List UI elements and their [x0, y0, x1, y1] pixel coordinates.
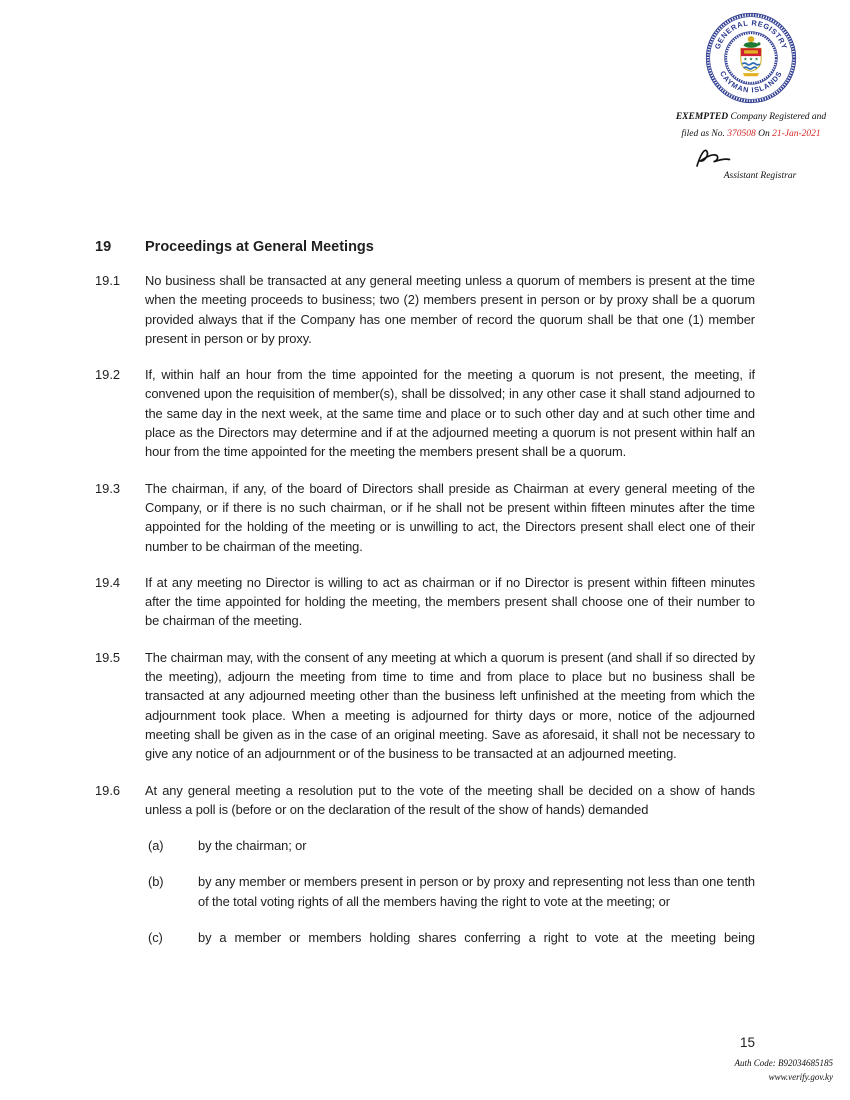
- subclause-text: by the chairman; or: [198, 838, 307, 854]
- section-heading: [95, 237, 757, 257]
- clause-number: 19.6: [95, 782, 121, 798]
- registration-number: 370508: [727, 128, 756, 139]
- svg-text:★: ★: [743, 56, 748, 62]
- clause-text: If at any meeting no Director is willing to act as chairman or if no Director is present within fifteen minutes after the time appointed for holding the meeting, the members present shall choose one of their number to be chairman of the meeting.: [145, 574, 755, 629]
- section-number: 19: [95, 239, 112, 255]
- registration-date: 21-Jan-2021: [772, 128, 821, 139]
- clause-19-3: [95, 479, 757, 556]
- clause-text: No business shall be transacted at any general meeting unless a quorum of members is present at the time when the meeting proceeds to business; two (2) members present in person or by proxy shall be a quorum provided always that if the Company has one member of record the quorum shall be that one (1) member present in person or by proxy.: [145, 273, 755, 346]
- subclause-text: by any member or members present in person or by proxy and representing not less than one tenth of the total voting rights of all the members having the right to vote at the meeting; or: [198, 874, 755, 909]
- clause-19-5: [95, 648, 757, 764]
- clause-19-2: [95, 365, 757, 461]
- clause-text: [145, 781, 755, 948]
- svg-text:★: ★: [754, 56, 759, 62]
- clause-number: 19.3: [95, 480, 121, 496]
- svg-text:★: ★: [748, 56, 754, 62]
- clause-19-4: [95, 573, 757, 631]
- verify-url: www.verify.gov.ky: [768, 1071, 833, 1082]
- registration-statement: [674, 109, 828, 142]
- clause-number: 19.2: [95, 367, 121, 383]
- subclause-text: by a member or members holding shares conferring a right to vote at the meeting being: [198, 930, 755, 946]
- subclause-label: (c): [148, 930, 163, 946]
- clause-lead-text: At any general meeting a resolution put to the vote of the meeting shall be decided on a show of hands unless a poll is (before or on the declaration of the result of the show of hands) demanded: [145, 782, 755, 817]
- registrar-signature-mark: [674, 146, 828, 170]
- subclause-c: [145, 928, 755, 947]
- clause-19-1: [95, 271, 757, 348]
- clause-number: 19.4: [95, 574, 121, 590]
- page-number: 15: [739, 1035, 755, 1050]
- section-title: Proceedings at General Meetings: [145, 239, 374, 255]
- clause-text: The chairman may, with the consent of any meeting at which a quorum is present (and shall if so directed by the meeting), adjourn the meeting from time to time and from place to place but no business shall be transacted at any adjourned meeting other than the business left unfinished at the meeting from which the adjournment took place. When a meeting is adjourned for thirty days or more, notice of the adjourned meeting shall be given as in the case of an original meeting. Save as aforesaid, it shall not be necessary to give any notice of an adjournment or of the business to be transacted at an adjourned meeting.: [145, 649, 755, 762]
- auth-footer: [583, 1057, 833, 1085]
- clause-number: 19.1: [95, 273, 121, 288]
- subclause-b: [145, 872, 755, 911]
- cayman-coat-of-arms: [741, 36, 761, 76]
- article-content: [95, 237, 757, 964]
- clause-19-6-subitems: [145, 836, 755, 947]
- signature-caption: Assistant Registrar: [723, 171, 797, 182]
- svg-text:GENERAL REGISTRY: GENERAL REGISTRY: [712, 18, 790, 51]
- subclause-label: (b): [148, 874, 164, 890]
- subclause-a: [145, 836, 755, 855]
- registration-line-2: filed as No. 370508 On 21-Jan-2021: [681, 128, 821, 139]
- clause-number: 19.5: [95, 649, 121, 665]
- clause-19-6: [95, 781, 757, 948]
- clause-text: The chairman, if any, of the board of Directors shall preside as Chairman at every general meeting of the Company, or if there is no such chairman, or if he shall not be present within fifteen minutes after the time appointed for the holding of the meeting or is unwilling to act, the Directors present shall elect one of their number to be chairman of the meeting.: [145, 480, 755, 554]
- subclause-label: (a): [148, 838, 164, 854]
- svg-text:CAYMAN ISLANDS: CAYMAN ISLANDS: [717, 69, 785, 95]
- general-registry-seal-icon: [705, 12, 797, 104]
- registry-stamp-block: [674, 12, 828, 181]
- clause-text: If, within half an hour from the time appointed for the meeting a quorum is not present, the meeting, if convened upon the requisition of member(s), shall be dissolved; in any other case it shall stand adjourned to the same day in the next week, at the same time and place or to such other day and at such other time and place as the Directors may determine and if at the adjourned meeting a quorum is not present within half an hour from the time appointed for the meeting the members present shall be a quorum.: [145, 367, 755, 460]
- registration-line-1: EXEMPTED Company Registered and: [675, 112, 827, 122]
- auth-code: Auth Code: B92034685185: [734, 1058, 833, 1068]
